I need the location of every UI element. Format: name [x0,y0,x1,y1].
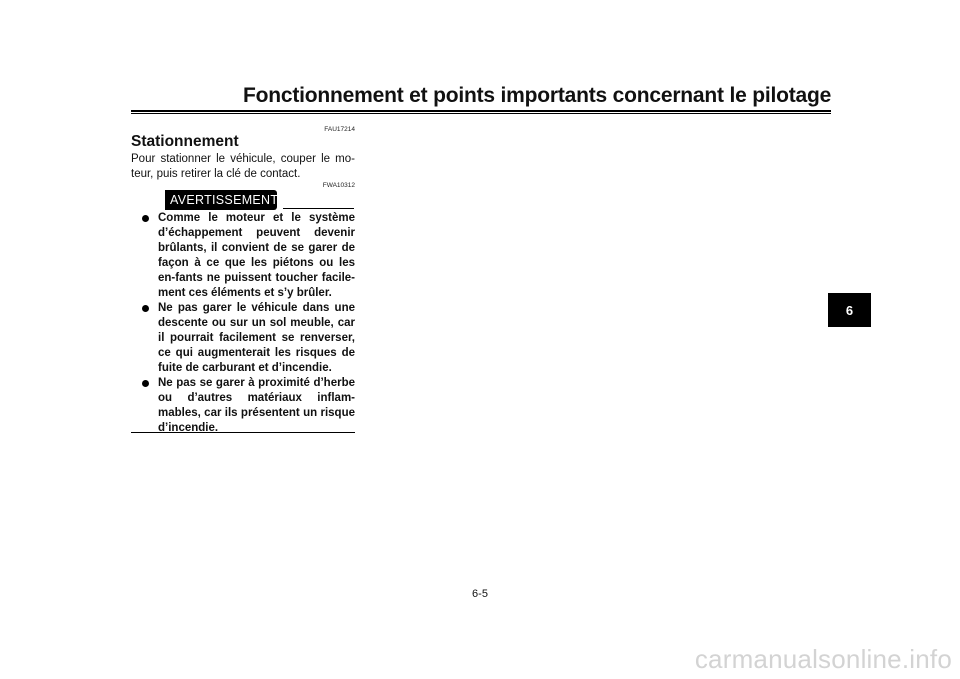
section-ref-code: FAU17214 [324,126,355,133]
warning-bottom-rule [131,432,355,433]
section-title: Stationnement [131,133,239,150]
warning-label: AVERTISSEMENT [170,193,279,207]
warning-badge [165,190,277,210]
bullet-icon [142,215,149,222]
warning-item [141,376,355,436]
warning-item-text: Ne pas se garer à proximité d’herbe ou d’autres matériaux inflam-mables, car ils présentent un risque d’incendie. [158,377,355,434]
warning-ref-code: FWA10312 [322,182,355,189]
header-rule [131,110,831,114]
chapter-tab: 6 [828,293,871,327]
warning-item [141,211,355,301]
bullet-icon [142,305,149,312]
warning-item-text: Ne pas garer le véhicule dans une descente ou sur un sol meuble, car il pourrait facilement se renverser, ce qui augmenterait les risques de fuite de carburant et d’incendie. [158,302,355,374]
section-intro: Pour stationner le véhicule, couper le mo-teur, puis retirer la clé de contact. [131,153,355,180]
page-title: Fonctionnement et points importants concernant le pilotage [243,84,832,107]
bullet-icon [142,380,149,387]
warning-item [141,301,355,376]
page-number: 6-5 [472,588,488,600]
warning-rule [283,208,354,209]
warning-item-text: Comme le moteur et le système d’échappement peuvent devenir brûlants, il convient de se garer de façon à ce que les piétons ou les en-fants ne puissent toucher facile-ment ces éléments et s’y brûler. [158,212,355,299]
warning-list [141,211,355,436]
watermark: carmanualsonline.info [694,644,952,674]
